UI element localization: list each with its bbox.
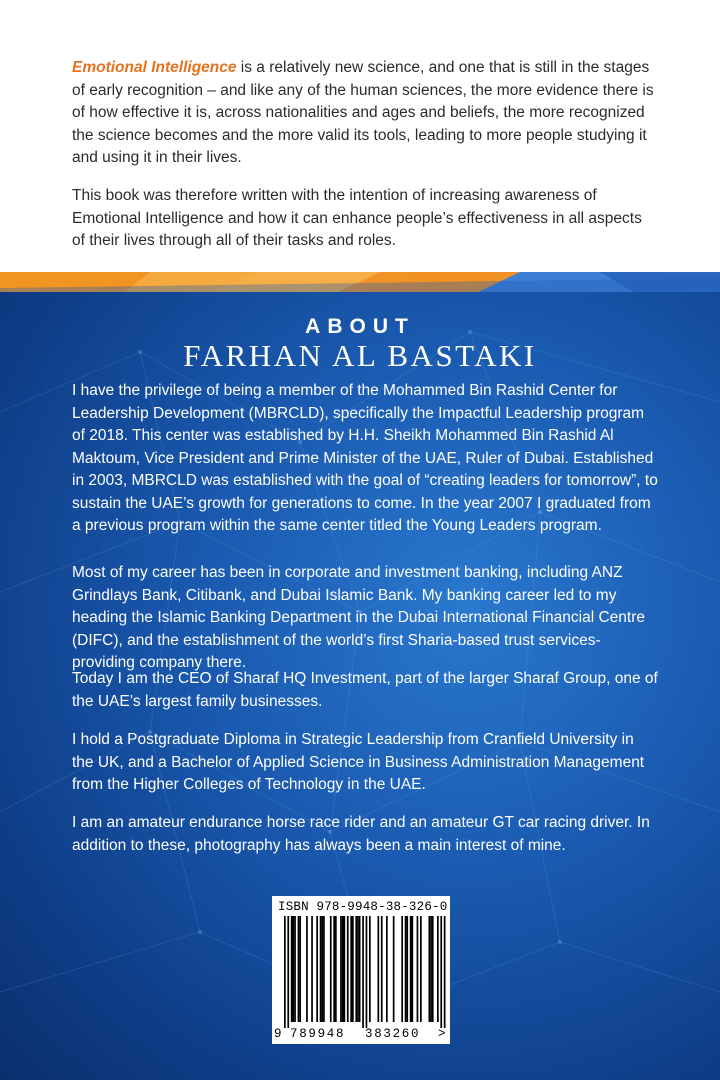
barcode-bar xyxy=(369,916,371,1022)
barcode-guard-bar xyxy=(287,916,289,1028)
author-name: FARHAN AL BASTAKI xyxy=(183,338,537,373)
barcode-bar xyxy=(291,916,293,1022)
barcode-guard-bar xyxy=(366,916,368,1028)
intro-paragraph-1 xyxy=(72,57,656,170)
barcode-bar xyxy=(359,916,361,1022)
barcode-bar xyxy=(393,916,395,1022)
barcode-bar xyxy=(381,916,383,1022)
barcode-bar xyxy=(401,916,403,1022)
barcode-guard-bar xyxy=(362,916,364,1028)
barcode-bar xyxy=(420,916,422,1022)
barcode-digits-left: 789948 xyxy=(290,1027,346,1041)
barcode-bar xyxy=(429,916,431,1022)
barcode-bar xyxy=(347,916,349,1022)
intro-emphasis: Emotional Intelligence xyxy=(72,59,237,76)
barcode-bar xyxy=(410,916,412,1022)
barcode-bar xyxy=(298,916,300,1022)
barcode-bar xyxy=(355,916,357,1022)
barcode-bar xyxy=(405,916,407,1022)
barcode-bar xyxy=(350,916,352,1022)
barcode-bar xyxy=(432,916,434,1022)
barcode-bar xyxy=(323,916,325,1022)
bio-paragraph-4: I hold a Postgraduate Diploma in Strategic Leadership from Cranfield University in the UK, and a Bachelor of Applied Science in Business Administration Management from the Higher Colleges of Technology in the UAE. xyxy=(72,731,645,793)
barcode-bar xyxy=(320,916,322,1022)
barcode-bar xyxy=(417,916,419,1022)
barcode-bar xyxy=(293,916,295,1022)
barcode-bar xyxy=(330,916,332,1022)
barcode-bar xyxy=(294,916,296,1022)
barcode-bar xyxy=(357,916,359,1022)
barcode-guard-bar xyxy=(284,916,286,1028)
barcode-bars xyxy=(272,916,450,1028)
isbn-label: ISBN 978-9948-38-326-0 xyxy=(278,900,448,914)
barcode-guard: > xyxy=(438,1027,446,1041)
barcode-digits-right: 383260 xyxy=(365,1027,421,1041)
barcode-bar xyxy=(340,916,342,1022)
barcode-bar xyxy=(344,916,346,1022)
barcode-bar xyxy=(321,916,323,1022)
barcode-bar xyxy=(306,916,308,1022)
bio-paragraph-3: Today I am the CEO of Sharaf HQ Investment, part of the larger Sharaf Group, one of the UAE’s largest family businesses. xyxy=(72,670,658,710)
about-section xyxy=(0,292,720,1080)
barcode-bar xyxy=(316,916,318,1022)
barcode-bar xyxy=(406,916,408,1022)
barcode-bar xyxy=(412,916,414,1022)
bio-paragraph-5: I am an amateur endurance horse race rider and an amateur GT car racing driver. In addition to these, photography has always been a main interest of mine. xyxy=(72,814,650,854)
about-heading: ABOUT xyxy=(305,315,415,338)
barcode-bar xyxy=(311,916,313,1022)
barcode-bar xyxy=(299,916,301,1022)
barcode-bar xyxy=(335,916,337,1022)
barcode-guard-bar xyxy=(444,916,446,1028)
intro-paragraph-2: This book was therefore written with the intention of increasing awareness of Emotional Intelligence and how it can enhance people’s effectiveness in all aspects of their lives through all of their tasks and roles. xyxy=(72,187,642,249)
barcode-bar xyxy=(333,916,335,1022)
barcode-bar xyxy=(437,916,439,1022)
barcode-digit-first: 9 xyxy=(274,1027,282,1041)
intro-paragraph-1-text: is a relatively new science, and one that is still in the stages of early recognition – and like any of the human sciences, the more evidence there is of how effective it is, across nationalities and ages and beliefs, the more recognized the science becomes and the more valid its tools, leading to more people studying it and using it in their lives. xyxy=(72,59,654,166)
barcode-bar xyxy=(386,916,388,1022)
intro-section xyxy=(0,0,720,272)
barcode-bar xyxy=(378,916,380,1022)
bio-paragraph-1: I have the privilege of being a member of the Mohammed Bin Rashid Center for Leadership Development (MBRCLD), specifically the Impactful Leadership program of 2018. This center was established by H.H. Sheikh Mohammed Bin Rashid Al Maktoum, Vice President and Prime Minister of the UAE, Ruler of Dubai. Established in 2003, MBRCLD was established with the goal of “creating leaders for tomorrow”, to sustain the UAE’s growth for generations to come. In the year 2007 I graduated from a previous program within the same center titled the Young Leaders program. xyxy=(72,382,658,534)
barcode-guard-bar xyxy=(440,916,442,1028)
isbn-barcode xyxy=(272,896,450,1044)
barcode-bar xyxy=(342,916,344,1022)
barcode-bar xyxy=(430,916,432,1022)
bio-paragraph-2: Most of my career has been in corporate and investment banking, including ANZ Grindlays Bank, Citibank, and Dubai Islamic Bank. My banking career led to my heading the Islamic Banking Department in the Dubai International Financial Centre (DIFC), and the establishment of the world’s first Sharia-based trust services-providing company there. xyxy=(72,564,645,671)
barcode-bar xyxy=(352,916,354,1022)
